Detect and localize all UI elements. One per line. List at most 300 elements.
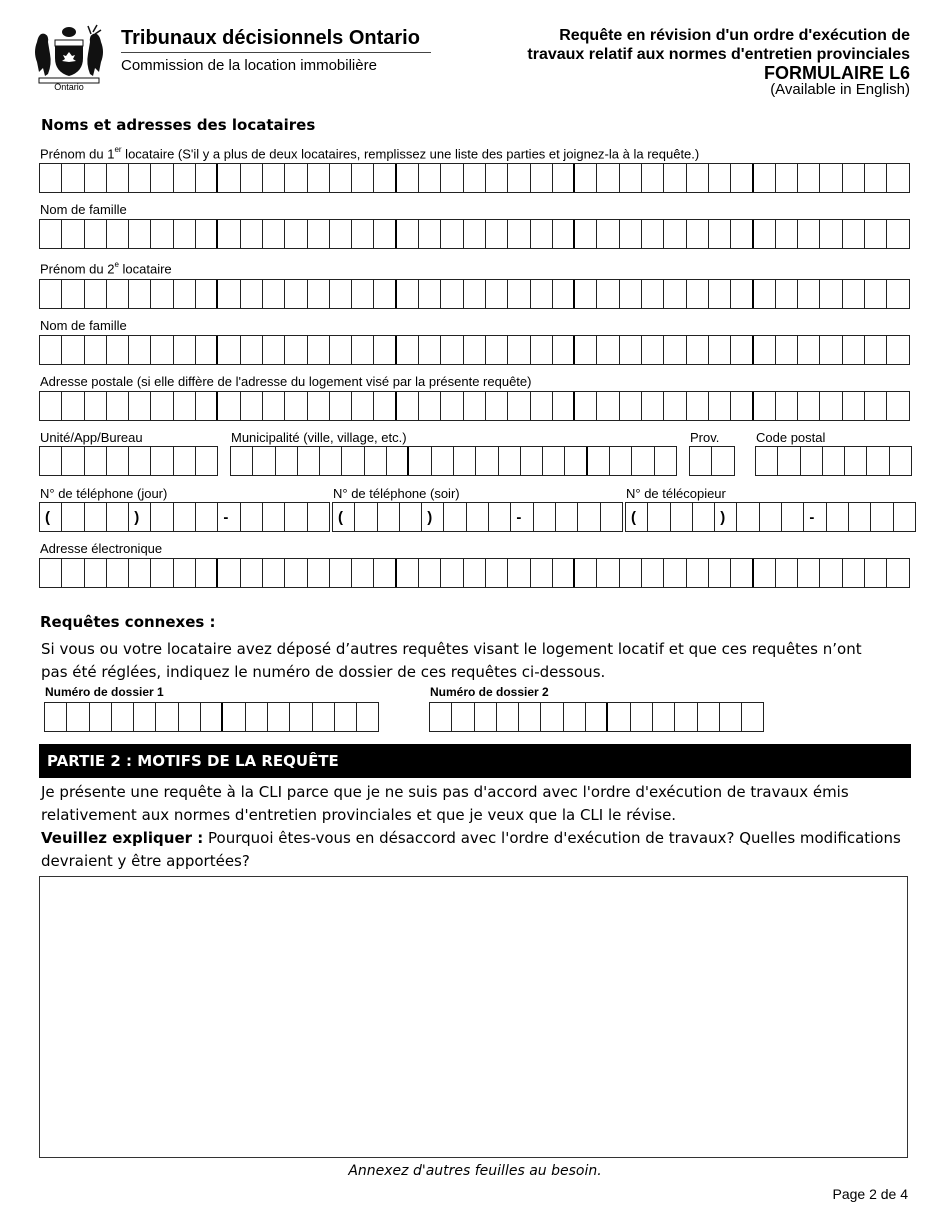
char-box[interactable] <box>308 220 330 248</box>
char-box[interactable] <box>444 503 466 531</box>
char-box[interactable] <box>820 392 842 420</box>
char-box[interactable] <box>441 280 463 308</box>
char-box[interactable] <box>887 280 909 308</box>
char-box[interactable] <box>776 164 798 192</box>
char-box[interactable] <box>754 280 776 308</box>
char-box[interactable] <box>62 447 84 475</box>
char-box[interactable] <box>174 336 196 364</box>
char-box[interactable] <box>776 220 798 248</box>
char-box[interactable] <box>85 280 107 308</box>
char-box[interactable] <box>218 280 240 308</box>
char-box[interactable] <box>556 503 578 531</box>
char-box[interactable] <box>486 220 508 248</box>
char-box[interactable] <box>553 336 575 364</box>
char-box[interactable] <box>489 503 511 531</box>
char-box[interactable] <box>798 392 820 420</box>
char-box[interactable] <box>760 503 782 531</box>
char-box[interactable] <box>887 392 909 420</box>
char-box[interactable] <box>631 703 653 731</box>
char-box[interactable] <box>664 164 686 192</box>
char-box[interactable] <box>452 703 474 731</box>
char-box[interactable] <box>687 280 709 308</box>
char-box[interactable] <box>845 447 867 475</box>
char-box[interactable] <box>620 280 642 308</box>
char-box[interactable] <box>174 559 196 587</box>
char-box[interactable] <box>263 503 285 531</box>
char-box[interactable] <box>419 392 441 420</box>
char-box[interactable] <box>355 503 377 531</box>
char-box[interactable] <box>531 280 553 308</box>
char-box[interactable] <box>642 220 664 248</box>
char-box[interactable] <box>196 392 218 420</box>
char-box[interactable] <box>129 447 151 475</box>
char-box[interactable] <box>508 392 530 420</box>
char-box[interactable] <box>374 280 396 308</box>
char-box[interactable] <box>801 447 823 475</box>
char-box[interactable] <box>387 447 409 475</box>
char-box[interactable] <box>409 447 431 475</box>
char-box[interactable] <box>441 559 463 587</box>
char-box[interactable] <box>62 280 84 308</box>
char-box[interactable] <box>330 336 352 364</box>
char-box[interactable] <box>342 447 364 475</box>
char-box[interactable] <box>575 336 597 364</box>
char-box[interactable]: ) <box>129 503 151 531</box>
char-box[interactable] <box>865 392 887 420</box>
char-box[interactable] <box>820 559 842 587</box>
char-box[interactable] <box>476 447 498 475</box>
char-box[interactable] <box>419 336 441 364</box>
char-box[interactable] <box>151 503 173 531</box>
char-box[interactable] <box>241 392 263 420</box>
char-box[interactable] <box>85 336 107 364</box>
char-box[interactable] <box>731 559 753 587</box>
char-box[interactable] <box>464 280 486 308</box>
char-box[interactable] <box>397 392 419 420</box>
char-box[interactable] <box>151 336 173 364</box>
char-box[interactable] <box>241 280 263 308</box>
first-name-1-field[interactable] <box>39 163 910 193</box>
char-box[interactable] <box>798 164 820 192</box>
char-box[interactable] <box>129 164 151 192</box>
char-box[interactable] <box>843 280 865 308</box>
char-box[interactable] <box>709 280 731 308</box>
char-box[interactable] <box>241 220 263 248</box>
char-box[interactable] <box>85 503 107 531</box>
char-box[interactable] <box>179 703 201 731</box>
char-box[interactable] <box>588 447 610 475</box>
char-box[interactable] <box>464 336 486 364</box>
char-box[interactable] <box>218 336 240 364</box>
char-box[interactable] <box>107 447 129 475</box>
char-box[interactable]: ) <box>422 503 444 531</box>
char-box[interactable] <box>742 703 764 731</box>
char-box[interactable] <box>575 392 597 420</box>
char-box[interactable] <box>201 703 223 731</box>
char-box[interactable] <box>430 703 452 731</box>
char-box[interactable] <box>40 336 62 364</box>
char-box[interactable] <box>887 164 909 192</box>
char-box[interactable] <box>40 447 62 475</box>
char-box[interactable] <box>374 336 396 364</box>
char-box[interactable] <box>531 559 553 587</box>
char-box[interactable] <box>843 220 865 248</box>
char-box[interactable] <box>263 280 285 308</box>
char-box[interactable] <box>268 703 290 731</box>
char-box[interactable] <box>134 703 156 731</box>
char-box[interactable] <box>756 447 778 475</box>
char-box[interactable] <box>865 336 887 364</box>
char-box[interactable] <box>298 447 320 475</box>
char-box[interactable] <box>798 220 820 248</box>
char-box[interactable] <box>519 703 541 731</box>
char-box[interactable] <box>890 447 912 475</box>
file-number-1-field[interactable] <box>44 702 379 732</box>
province-field[interactable] <box>689 446 735 476</box>
char-box[interactable] <box>712 447 734 475</box>
char-box[interactable] <box>330 392 352 420</box>
char-box[interactable] <box>174 220 196 248</box>
char-box[interactable] <box>253 447 275 475</box>
char-box[interactable] <box>374 559 396 587</box>
file-number-2-field[interactable] <box>429 702 764 732</box>
char-box[interactable] <box>843 392 865 420</box>
char-box[interactable] <box>374 220 396 248</box>
char-box[interactable] <box>151 220 173 248</box>
char-box[interactable] <box>664 392 686 420</box>
char-box[interactable] <box>223 703 245 731</box>
char-box[interactable] <box>690 447 712 475</box>
char-box[interactable] <box>308 164 330 192</box>
first-name-2-field[interactable] <box>39 279 910 309</box>
char-box[interactable] <box>62 392 84 420</box>
char-box[interactable] <box>798 336 820 364</box>
char-box[interactable] <box>508 559 530 587</box>
char-box[interactable] <box>174 164 196 192</box>
char-box[interactable] <box>798 280 820 308</box>
char-box[interactable] <box>664 220 686 248</box>
char-box[interactable] <box>553 220 575 248</box>
char-box[interactable] <box>720 703 742 731</box>
char-box[interactable] <box>608 703 630 731</box>
char-box[interactable] <box>486 280 508 308</box>
postal-code-field[interactable] <box>755 446 912 476</box>
char-box[interactable] <box>620 164 642 192</box>
char-box[interactable] <box>865 559 887 587</box>
char-box[interactable] <box>196 220 218 248</box>
char-box[interactable] <box>330 220 352 248</box>
char-box[interactable] <box>543 447 565 475</box>
char-box[interactable] <box>441 164 463 192</box>
char-box[interactable] <box>731 164 753 192</box>
char-box[interactable] <box>820 220 842 248</box>
municipality-field[interactable] <box>230 446 677 476</box>
char-box[interactable] <box>827 503 849 531</box>
char-box[interactable] <box>62 220 84 248</box>
char-box[interactable] <box>601 503 623 531</box>
char-box[interactable] <box>620 392 642 420</box>
char-box[interactable] <box>843 336 865 364</box>
char-box[interactable] <box>330 559 352 587</box>
char-box[interactable] <box>313 703 335 731</box>
char-box[interactable] <box>40 559 62 587</box>
char-box[interactable] <box>129 280 151 308</box>
char-box[interactable] <box>308 336 330 364</box>
char-box[interactable] <box>308 503 330 531</box>
char-box[interactable]: ) <box>715 503 737 531</box>
char-box[interactable] <box>521 447 543 475</box>
char-box[interactable] <box>196 280 218 308</box>
char-box[interactable] <box>335 703 357 731</box>
char-box[interactable] <box>62 559 84 587</box>
char-box[interactable] <box>397 220 419 248</box>
char-box[interactable] <box>687 164 709 192</box>
char-box[interactable] <box>276 447 298 475</box>
char-box[interactable] <box>107 503 129 531</box>
char-box[interactable] <box>352 164 374 192</box>
explanation-textarea[interactable] <box>39 876 908 1158</box>
char-box[interactable] <box>731 220 753 248</box>
char-box[interactable] <box>648 503 670 531</box>
char-box[interactable] <box>308 280 330 308</box>
char-box[interactable] <box>709 220 731 248</box>
char-box[interactable] <box>107 559 129 587</box>
char-box[interactable] <box>754 392 776 420</box>
char-box[interactable] <box>575 280 597 308</box>
char-box[interactable] <box>454 447 476 475</box>
char-box[interactable] <box>285 336 307 364</box>
char-box[interactable] <box>887 336 909 364</box>
char-box[interactable] <box>357 703 379 731</box>
char-box[interactable] <box>499 447 521 475</box>
char-box[interactable] <box>374 164 396 192</box>
char-box[interactable] <box>464 164 486 192</box>
char-box[interactable] <box>486 392 508 420</box>
char-box[interactable] <box>887 220 909 248</box>
char-box[interactable] <box>352 336 374 364</box>
char-box[interactable] <box>798 559 820 587</box>
fax-field[interactable] <box>625 502 916 532</box>
char-box[interactable] <box>731 280 753 308</box>
char-box[interactable] <box>867 447 889 475</box>
char-box[interactable] <box>62 503 84 531</box>
char-box[interactable] <box>352 220 374 248</box>
char-box[interactable] <box>467 503 489 531</box>
char-box[interactable] <box>151 164 173 192</box>
char-box[interactable] <box>531 220 553 248</box>
char-box[interactable] <box>308 392 330 420</box>
char-box[interactable] <box>620 220 642 248</box>
char-box[interactable] <box>754 559 776 587</box>
char-box[interactable] <box>709 164 731 192</box>
char-box[interactable] <box>45 703 67 731</box>
char-box[interactable] <box>642 392 664 420</box>
char-box[interactable] <box>241 559 263 587</box>
char-box[interactable] <box>285 164 307 192</box>
char-box[interactable] <box>246 703 268 731</box>
char-box[interactable] <box>597 392 619 420</box>
char-box[interactable] <box>285 503 307 531</box>
char-box[interactable] <box>553 164 575 192</box>
char-box[interactable] <box>419 280 441 308</box>
char-box[interactable] <box>586 703 608 731</box>
char-box[interactable] <box>40 164 62 192</box>
char-box[interactable] <box>374 392 396 420</box>
char-box[interactable] <box>865 220 887 248</box>
char-box[interactable] <box>597 280 619 308</box>
char-box[interactable] <box>578 503 600 531</box>
char-box[interactable] <box>40 220 62 248</box>
char-box[interactable] <box>67 703 89 731</box>
char-box[interactable] <box>419 164 441 192</box>
phone-evening-field[interactable] <box>332 502 623 532</box>
char-box[interactable] <box>85 220 107 248</box>
char-box[interactable]: - <box>218 503 240 531</box>
char-box[interactable] <box>565 447 587 475</box>
char-box[interactable] <box>129 392 151 420</box>
char-box[interactable] <box>597 164 619 192</box>
char-box[interactable] <box>290 703 312 731</box>
char-box[interactable] <box>687 336 709 364</box>
char-box[interactable] <box>865 280 887 308</box>
char-box[interactable] <box>218 392 240 420</box>
char-box[interactable] <box>486 164 508 192</box>
char-box[interactable] <box>112 703 134 731</box>
char-box[interactable] <box>642 336 664 364</box>
char-box[interactable] <box>218 220 240 248</box>
char-box[interactable] <box>508 220 530 248</box>
char-box[interactable] <box>352 559 374 587</box>
char-box[interactable] <box>553 280 575 308</box>
char-box[interactable] <box>531 164 553 192</box>
char-box[interactable] <box>564 703 586 731</box>
char-box[interactable] <box>285 220 307 248</box>
char-box[interactable] <box>664 559 686 587</box>
char-box[interactable] <box>486 559 508 587</box>
char-box[interactable] <box>820 336 842 364</box>
char-box[interactable] <box>174 392 196 420</box>
char-box[interactable] <box>653 703 675 731</box>
char-box[interactable] <box>196 447 218 475</box>
char-box[interactable] <box>85 559 107 587</box>
char-box[interactable] <box>531 336 553 364</box>
char-box[interactable] <box>378 503 400 531</box>
char-box[interactable] <box>196 336 218 364</box>
char-box[interactable] <box>241 336 263 364</box>
char-box[interactable] <box>231 447 253 475</box>
char-box[interactable]: - <box>511 503 533 531</box>
char-box[interactable] <box>397 280 419 308</box>
char-box[interactable] <box>285 392 307 420</box>
char-box[interactable] <box>687 220 709 248</box>
char-box[interactable] <box>40 392 62 420</box>
char-box[interactable] <box>441 336 463 364</box>
char-box[interactable]: ( <box>626 503 648 531</box>
char-box[interactable] <box>575 220 597 248</box>
char-box[interactable] <box>709 559 731 587</box>
char-box[interactable] <box>308 559 330 587</box>
char-box[interactable] <box>871 503 893 531</box>
char-box[interactable] <box>754 336 776 364</box>
char-box[interactable] <box>610 447 632 475</box>
char-box[interactable] <box>285 559 307 587</box>
char-box[interactable] <box>709 336 731 364</box>
char-box[interactable] <box>107 164 129 192</box>
char-box[interactable] <box>174 447 196 475</box>
unit-field[interactable] <box>39 446 218 476</box>
char-box[interactable] <box>843 164 865 192</box>
char-box[interactable] <box>441 220 463 248</box>
char-box[interactable] <box>85 164 107 192</box>
char-box[interactable] <box>731 336 753 364</box>
char-box[interactable] <box>737 503 759 531</box>
char-box[interactable] <box>782 503 804 531</box>
char-box[interactable] <box>731 392 753 420</box>
char-box[interactable] <box>597 336 619 364</box>
char-box[interactable] <box>541 703 563 731</box>
char-box[interactable] <box>575 164 597 192</box>
char-box[interactable] <box>642 280 664 308</box>
char-box[interactable] <box>419 220 441 248</box>
char-box[interactable] <box>285 280 307 308</box>
char-box[interactable] <box>508 280 530 308</box>
char-box[interactable] <box>352 392 374 420</box>
char-box[interactable] <box>534 503 556 531</box>
char-box[interactable] <box>151 559 173 587</box>
char-box[interactable] <box>843 559 865 587</box>
char-box[interactable] <box>778 447 800 475</box>
char-box[interactable] <box>620 559 642 587</box>
char-box[interactable]: - <box>804 503 826 531</box>
char-box[interactable] <box>486 336 508 364</box>
char-box[interactable] <box>62 336 84 364</box>
char-box[interactable] <box>642 164 664 192</box>
char-box[interactable] <box>62 164 84 192</box>
char-box[interactable] <box>642 559 664 587</box>
char-box[interactable] <box>675 703 697 731</box>
char-box[interactable] <box>664 336 686 364</box>
char-box[interactable] <box>107 336 129 364</box>
char-box[interactable] <box>263 164 285 192</box>
char-box[interactable] <box>664 280 686 308</box>
char-box[interactable] <box>687 559 709 587</box>
char-box[interactable] <box>241 503 263 531</box>
char-box[interactable] <box>129 220 151 248</box>
char-box[interactable] <box>475 703 497 731</box>
char-box[interactable] <box>330 164 352 192</box>
last-name-1-field[interactable] <box>39 219 910 249</box>
char-box[interactable] <box>241 164 263 192</box>
char-box[interactable] <box>698 703 720 731</box>
char-box[interactable] <box>196 559 218 587</box>
char-box[interactable] <box>655 447 677 475</box>
email-field[interactable] <box>39 558 910 588</box>
char-box[interactable] <box>776 392 798 420</box>
char-box[interactable] <box>397 164 419 192</box>
char-box[interactable] <box>107 392 129 420</box>
char-box[interactable] <box>85 447 107 475</box>
char-box[interactable] <box>419 559 441 587</box>
char-box[interactable] <box>887 559 909 587</box>
char-box[interactable] <box>129 559 151 587</box>
char-box[interactable] <box>849 503 871 531</box>
char-box[interactable] <box>400 503 422 531</box>
char-box[interactable] <box>553 559 575 587</box>
char-box[interactable] <box>107 220 129 248</box>
char-box[interactable] <box>553 392 575 420</box>
char-box[interactable] <box>156 703 178 731</box>
char-box[interactable] <box>709 392 731 420</box>
